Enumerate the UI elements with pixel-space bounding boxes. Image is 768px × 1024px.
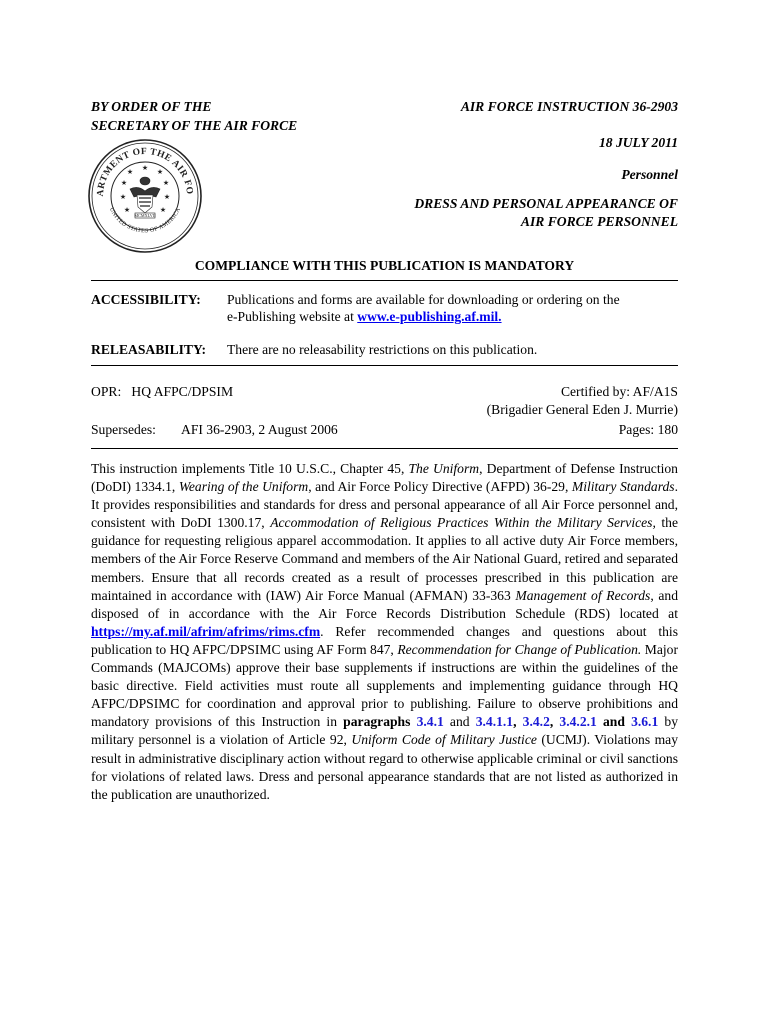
- svg-text:★: ★: [156, 168, 164, 176]
- paragraph-ref-3-4-1-1[interactable]: 3.4.1.1: [475, 714, 514, 730]
- seal-year: MCMXLVII: [134, 213, 156, 218]
- svg-text:★: ★: [141, 164, 149, 172]
- certifier-name: (Brigadier General Eden J. Murrie): [486, 402, 678, 417]
- opr: OPR: HQ AFPC/DPSIM: [91, 384, 234, 399]
- instruction-number: AIR FORCE INSTRUCTION 36-2903: [460, 99, 678, 114]
- divider: [91, 365, 678, 366]
- svg-text:★: ★: [163, 193, 171, 201]
- supersedes-value: AFI 36-2903, 2 August 2006: [181, 422, 338, 437]
- svg-text:★: ★: [119, 193, 127, 201]
- instruction-category: Personnel: [621, 167, 678, 182]
- releasability-label: RELEASABILITY:: [91, 342, 207, 357]
- air-force-seal: [86, 137, 204, 255]
- paragraph-ref-3-4-2-1[interactable]: 3.4.2.1: [559, 714, 597, 730]
- accessibility-text-2: [227, 307, 502, 326]
- instruction-title-1: DRESS AND PERSONAL APPEARANCE OF: [414, 196, 678, 211]
- svg-text:★: ★: [126, 168, 134, 176]
- certified-by: Certified by: AF/A1S: [560, 384, 678, 399]
- order-line-2: SECRETARY OF THE AIR FORCE: [91, 118, 298, 133]
- releasability-text: There are no releasability restrictions on this publication.: [227, 342, 538, 357]
- svg-text:★: ★: [123, 206, 131, 214]
- accessibility-label: ACCESSIBILITY:: [91, 292, 201, 307]
- compliance-statement: COMPLIANCE WITH THIS PUBLICATION IS MANDATORY: [194, 258, 575, 273]
- svg-text:★: ★: [159, 206, 167, 214]
- instruction-title-2: AIR FORCE PERSONNEL: [520, 214, 678, 229]
- instruction-body: This instruction implements Title 10 U.S.C., Chapter 45, The Uniform, Department of Defense Instruction (DoDI) 1334.1, Wearing of the Uniform, and Air Force Policy Directive (AFPD) 36-29, Military Standards. It provides responsibilities and standards for dress and personal appearance of all Air Force personnel and, consistent with DoDI 1300.17, Accommodation of Religious Practices Within the Military Services, the guidance for requesting religious apparel accommodation. It applies to all active duty Air Force members, members of the Air Force Reserve Command and members of the Air National Guard, retired and separated members. Ensure that all records created as a result of processes prescribed in this publication are maintained in accordance with (IAW) Air Force Manual (AFMAN) 33-363 Management of Records, and disposed of in accordance with the Air Force Records Distribution Schedule (RDS) located at https://my.af.mil/afrim/afrims/rims.cfm. Refer recommended changes and questions about this publication to HQ AFPC/DPSIMC using AF Form 847, Recommendation for Change of Publication. Major Commands (MAJCOMs) approve their base supplements if instructions are within the guidelines of the basic directive. Field activities must route all supplements and implementing guidance through HQ AFPC/DPSIMC for coordination and approval prior to publishing. Failure to observe prohibitions and mandatory provisions of this Instruction in paragraphs 3.4.1 and 3.4.1.1, 3.4.2, 3.4.2.1 and 3.6.1 by military personnel is a violation of Article 92, Uniform Code of Military Justice (UCMJ). Violations may result in administrative disciplinary action without regard to otherwise applicable criminal or civil sanctions for violations of related laws. Dress and personal appearance standards that are not listed as authorized in the publication are unauthorized.: [91, 461, 679, 802]
- e-publishing-link[interactable]: www.e-publishing.af.mil.: [357, 309, 502, 324]
- paragraph-ref-3-4-2[interactable]: 3.4.2: [522, 714, 550, 730]
- paragraph-ref-3-4-1[interactable]: 3.4.1: [416, 714, 444, 730]
- accessibility-text-2-label: e-Publishing website at: [227, 309, 354, 324]
- divider: [91, 448, 678, 449]
- supersedes-label: Supersedes:: [91, 422, 156, 437]
- order-line-1: BY ORDER OF THE: [91, 99, 212, 114]
- records-schedule-link[interactable]: https://my.af.mil/afrim/afrims/rims.cfm: [91, 623, 321, 639]
- paragraph-ref-3-6-1[interactable]: 3.6.1: [631, 714, 659, 730]
- instruction-date: 18 JULY 2011: [598, 135, 678, 150]
- seal-top-text: ARTMENT OF THE AIR FO: [95, 146, 195, 197]
- divider: [91, 280, 678, 281]
- accessibility-text-1: Publications and forms are available for downloading or ordering on the: [227, 292, 620, 307]
- page-count: Pages: 180: [618, 422, 678, 437]
- svg-text:★: ★: [162, 179, 170, 187]
- svg-text:★: ★: [120, 179, 128, 187]
- seal-bottom-text: UNITED STATES OF AMERICA: [107, 206, 183, 235]
